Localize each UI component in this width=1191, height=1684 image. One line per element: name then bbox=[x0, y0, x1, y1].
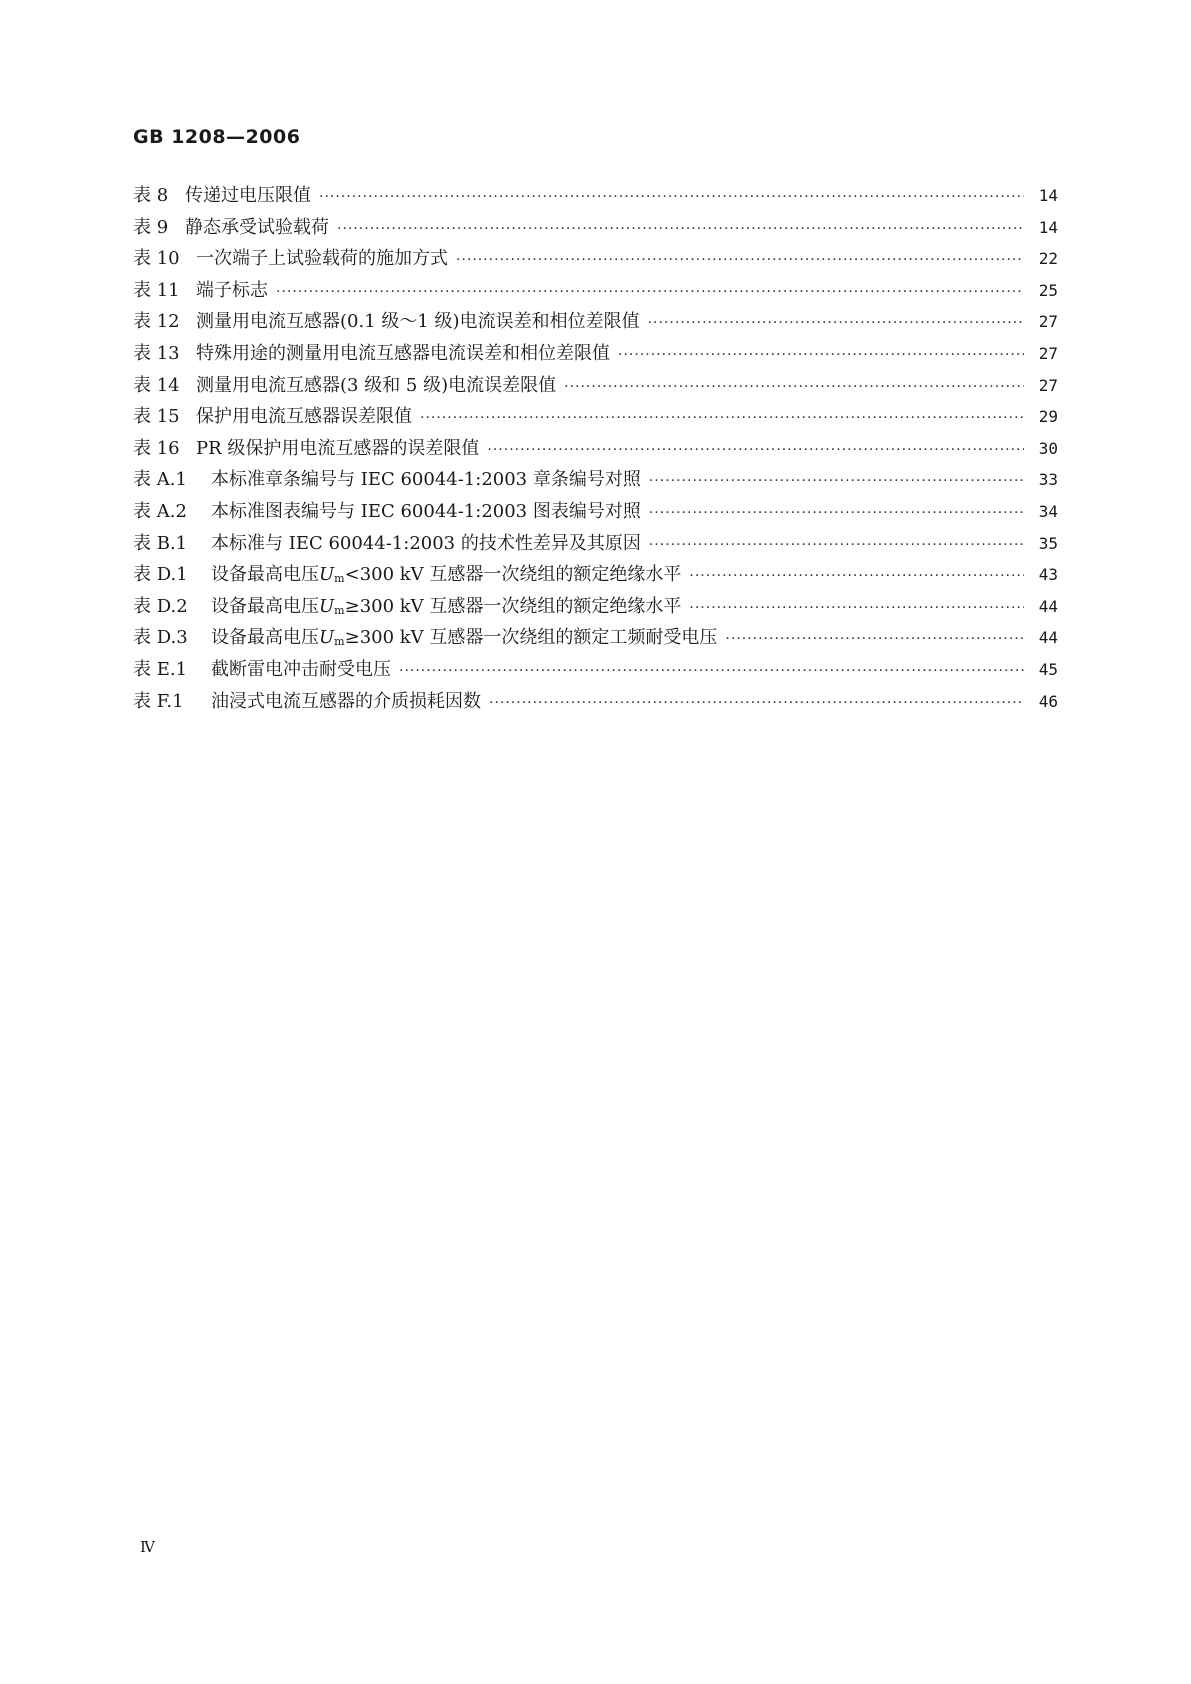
toc-entry-title: 截断雷电冲击耐受电压 bbox=[211, 658, 391, 680]
toc-dot-leader bbox=[618, 340, 1024, 372]
toc-entry-title: 一次端子上试验载荷的施加方式 bbox=[196, 248, 448, 270]
toc-entry[interactable] bbox=[133, 433, 1058, 465]
toc-dot-leader bbox=[649, 498, 1024, 530]
toc-entry-title-text: <300 kV 互感器一次绕组的额定绝缘水平 bbox=[344, 564, 682, 586]
toc-entry-label: 表 D.2 bbox=[133, 595, 188, 617]
toc-entry-title-text: 设备最高电压 bbox=[211, 627, 319, 649]
page-number: Ⅳ bbox=[140, 1538, 155, 1556]
voltage-symbol-subscript: m bbox=[334, 603, 345, 617]
toc-entry-label: 表 8 bbox=[133, 185, 169, 206]
document-code: GB 1208—2006 bbox=[133, 126, 301, 148]
toc-entry-page: 14 bbox=[1038, 217, 1058, 237]
toc-entry[interactable] bbox=[133, 275, 1058, 307]
voltage-symbol: U bbox=[319, 564, 335, 586]
toc-entry-page: 44 bbox=[1038, 596, 1058, 616]
toc-entry-page: 29 bbox=[1038, 407, 1058, 427]
voltage-symbol-subscript: m bbox=[334, 635, 345, 649]
toc-entry[interactable] bbox=[133, 622, 1058, 654]
toc-entry-page: 14 bbox=[1038, 186, 1058, 205]
toc-dot-leader bbox=[648, 308, 1024, 340]
toc-entry-label: 表 16 bbox=[133, 437, 180, 459]
toc-entry-label: 表 D.1 bbox=[133, 564, 188, 586]
toc-entry-title: PR 级保护用电流互感器的误差限值 bbox=[196, 437, 480, 459]
toc-dot-leader bbox=[689, 561, 1024, 593]
toc-entry-page: 30 bbox=[1038, 438, 1058, 458]
toc-entry-title-text: 设备最高电压 bbox=[211, 564, 319, 586]
toc-entry-label: 表 A.2 bbox=[133, 500, 187, 522]
voltage-symbol-subscript: m bbox=[334, 572, 345, 586]
toc-entry-title bbox=[211, 591, 689, 627]
toc-dot-leader bbox=[276, 277, 1024, 309]
toc-dot-leader bbox=[725, 624, 1024, 656]
toc-dot-leader bbox=[337, 214, 1024, 246]
toc-entry-label: 表 F.1 bbox=[133, 690, 184, 712]
voltage-symbol: U bbox=[319, 595, 335, 617]
toc-dot-leader bbox=[319, 182, 1024, 214]
toc-entry[interactable] bbox=[133, 654, 1058, 686]
toc-entry-title-text: ≥300 kV 互感器一次绕组的额定绝缘水平 bbox=[344, 595, 682, 617]
toc-entry-label: 表 11 bbox=[133, 279, 180, 301]
toc-entry-title: 本标准图表编号与 IEC 60044-1:2003 图表编号对照 bbox=[211, 500, 641, 522]
toc-entry-page: 22 bbox=[1038, 249, 1058, 269]
toc-entry-label: 表 14 bbox=[133, 374, 180, 396]
toc-dot-leader bbox=[489, 688, 1024, 720]
toc-entry[interactable] bbox=[133, 528, 1058, 560]
toc-entry-page: 27 bbox=[1038, 375, 1058, 395]
toc-entry[interactable] bbox=[133, 243, 1058, 275]
toc-entry-label: 表 D.3 bbox=[133, 627, 188, 649]
toc-entry[interactable] bbox=[133, 306, 1058, 338]
toc-entry[interactable] bbox=[133, 496, 1058, 528]
toc-entry-title: 测量用电流互感器(3 级和 5 级)电流误差限值 bbox=[196, 374, 557, 396]
toc-entry[interactable] bbox=[133, 559, 1058, 591]
toc-entry-page: 27 bbox=[1038, 312, 1058, 332]
toc-entry-title: 静态承受试验载荷 bbox=[185, 216, 329, 238]
toc-entry-title: 测量用电流互感器(0.1 级～1 级)电流误差和相位差限值 bbox=[196, 311, 640, 333]
toc-entry-title: 本标准章条编号与 IEC 60044-1:2003 章条编号对照 bbox=[211, 469, 641, 491]
toc-entry-label: 表 9 bbox=[133, 216, 169, 238]
toc-entry-label: 表 12 bbox=[133, 311, 180, 333]
toc-entry-page: 27 bbox=[1038, 343, 1058, 363]
toc-dot-leader bbox=[420, 403, 1024, 435]
toc-entry-title: 特殊用途的测量用电流互感器电流误差和相位差限值 bbox=[196, 342, 610, 364]
toc-dot-leader bbox=[649, 466, 1024, 498]
table-of-contents bbox=[133, 180, 1058, 717]
toc-entry-label: 表 B.1 bbox=[133, 532, 188, 554]
toc-entry-title bbox=[211, 559, 689, 595]
toc-dot-leader bbox=[649, 530, 1024, 562]
toc-entry[interactable] bbox=[133, 686, 1058, 718]
toc-entry-page: 33 bbox=[1038, 470, 1058, 490]
toc-dot-leader bbox=[399, 656, 1024, 688]
toc-entry[interactable] bbox=[133, 591, 1058, 623]
toc-entry-label: 表 A.1 bbox=[133, 469, 187, 491]
toc-entry-page: 44 bbox=[1038, 628, 1058, 648]
toc-entry[interactable] bbox=[133, 338, 1058, 370]
toc-entry[interactable] bbox=[133, 212, 1058, 244]
toc-dot-leader bbox=[689, 593, 1024, 625]
toc-entry-label: 表 E.1 bbox=[133, 658, 188, 680]
toc-dot-leader bbox=[456, 245, 1024, 277]
toc-entry[interactable] bbox=[133, 180, 1058, 212]
toc-entry-title-text: 设备最高电压 bbox=[211, 595, 319, 617]
toc-entry-page: 34 bbox=[1038, 501, 1058, 521]
toc-entry-label: 表 10 bbox=[133, 248, 180, 270]
toc-entry-page: 43 bbox=[1038, 565, 1058, 585]
toc-entry[interactable] bbox=[133, 370, 1058, 402]
toc-dot-leader bbox=[564, 372, 1024, 404]
toc-entry-title: 本标准与 IEC 60044-1:2003 的技术性差异及其原因 bbox=[211, 532, 641, 554]
toc-entry-page: 46 bbox=[1038, 691, 1058, 711]
toc-entry-title bbox=[211, 622, 725, 658]
toc-entry-page: 25 bbox=[1038, 280, 1058, 300]
toc-entry-page: 45 bbox=[1038, 659, 1058, 679]
voltage-symbol: U bbox=[319, 627, 335, 649]
toc-entry-label: 表 15 bbox=[133, 406, 180, 428]
toc-entry-page: 35 bbox=[1038, 533, 1058, 553]
toc-entry-title: 油浸式电流互感器的介质损耗因数 bbox=[211, 690, 481, 712]
toc-entry-title: 端子标志 bbox=[196, 279, 268, 301]
toc-entry[interactable] bbox=[133, 401, 1058, 433]
toc-dot-leader bbox=[487, 435, 1024, 467]
toc-entry-title: 传递过电压限值 bbox=[185, 185, 311, 206]
toc-entry-title-text: ≥300 kV 互感器一次绕组的额定工频耐受电压 bbox=[344, 627, 718, 649]
toc-entry-label: 表 13 bbox=[133, 342, 180, 364]
toc-entry-title: 保护用电流互感器误差限值 bbox=[196, 406, 412, 428]
toc-entry[interactable] bbox=[133, 464, 1058, 496]
